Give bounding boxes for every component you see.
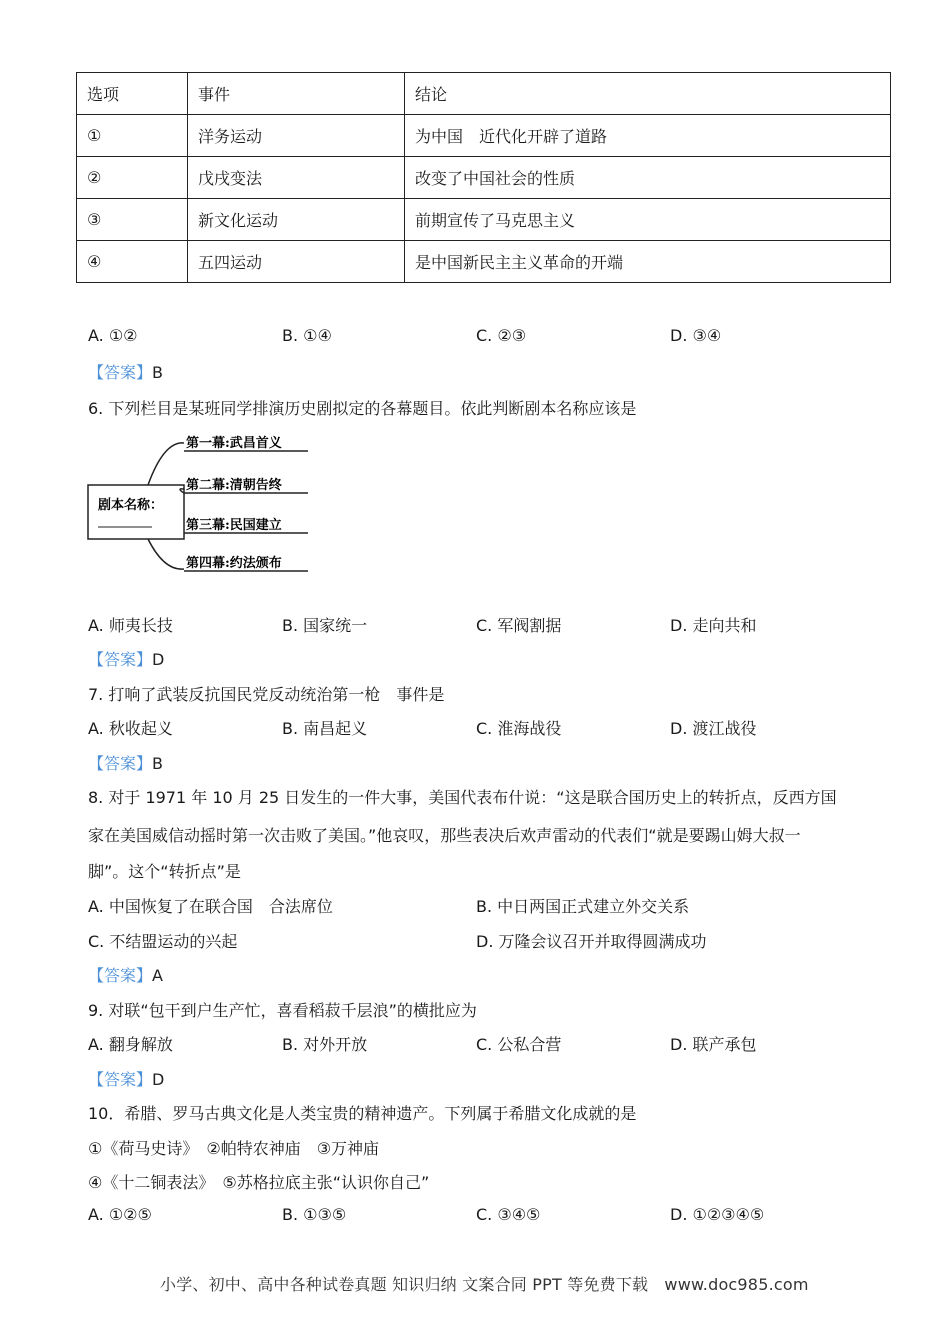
table-cell: 戊戌变法 (188, 157, 405, 199)
diagram-act-3: 第三幕:民国建立 (186, 518, 282, 533)
answer-value: A (152, 966, 163, 985)
table-cell: ③ (77, 199, 188, 241)
table-cell: ① (77, 115, 188, 157)
table-cell: 是中国新民主主义革命的开端 (405, 241, 891, 283)
table-cell: 五四运动 (188, 241, 405, 283)
q9-answer (88, 1067, 164, 1090)
q8-option-c: C. 不结盟运动的兴起 (88, 932, 238, 951)
table-row (77, 199, 891, 241)
q7-option-b: B. 南昌起义 (282, 719, 368, 738)
table-cell: 改变了中国社会的性质 (405, 157, 891, 199)
answer-value: D (152, 650, 165, 669)
q8-option-d: D. 万隆会议召开并取得圆满成功 (476, 932, 707, 951)
q7-option-d: D. 渡江战役 (670, 719, 757, 738)
q7-option-c: C. 淮海战役 (476, 719, 562, 738)
answer-value: D (152, 1070, 165, 1089)
diagram-act-1: 第一幕:武昌首义 (186, 436, 282, 451)
q10-option-b: B. ①③⑤ (282, 1205, 347, 1224)
q10-option-a: A. ①②⑤ (88, 1205, 152, 1224)
q8-stem-line-2: 家在美国威信动摇时第一次击败了美国。”他哀叹，那些表决后欢声雷动的代表们“就是要踢山姆大叔一 (88, 826, 801, 845)
answer-tag: 【答案】 (88, 754, 153, 773)
q10-stem: 10．希腊、罗马古典文化是人类宝贵的精神遗产。下列属于希腊文化成就的是 (88, 1104, 637, 1123)
answer-tag: 【答案】 (88, 650, 153, 669)
table-cell: 新文化运动 (188, 199, 405, 241)
answer-tag: 【答案】 (88, 1070, 153, 1089)
q6-option-b: B. 国家统一 (282, 616, 368, 635)
table-row (77, 157, 891, 199)
page-footer: 小学、初中、高中各种试卷真题 知识归纳 文案合同 PPT 等免费下载 www.doc985.com (160, 1275, 809, 1294)
q9-option-a: A. 翻身解放 (88, 1035, 173, 1054)
q8-stem-line-1: 8. 对于 1971 年 10 月 25 日发生的一件大事，美国代表布什说：“这是联合国历史上的转折点，反西方国 (88, 788, 837, 807)
table-header-cell: 事件 (188, 73, 405, 115)
q5-option-d: D. ③④ (670, 326, 722, 345)
q6-answer (88, 647, 164, 670)
q7-answer (88, 751, 163, 774)
q8-stem-line-3: 脚”。这个“转折点”是 (88, 862, 241, 881)
q10-option-c: C. ③④⑤ (476, 1205, 541, 1224)
q8-option-b: B. 中日两国正式建立外交关系 (476, 897, 690, 916)
script-title-diagram (86, 433, 311, 573)
diagram-box-label: 剧本名称： (98, 498, 164, 513)
answer-tag: 【答案】 (88, 363, 153, 382)
q8-option-a: A. 中国恢复了在联合国 合法席位 (88, 897, 333, 916)
diagram-act-4: 第四幕:约法颁布 (186, 556, 282, 571)
diagram-act-2: 第二幕:清朝告终 (186, 478, 282, 493)
q5-option-b: B. ①④ (282, 326, 332, 345)
answer-tag: 【答案】 (88, 966, 153, 985)
events-table (76, 72, 891, 283)
q10-items-line-1: ①《荷马史诗》 ②帕特农神庙 ③万神庙 (88, 1139, 380, 1158)
q9-option-c: C. 公私合营 (476, 1035, 562, 1054)
q6-option-c: C. 军阀割据 (476, 616, 562, 635)
table-row (77, 115, 891, 157)
q8-answer (88, 963, 163, 986)
q5-answer (88, 360, 163, 383)
table-cell: ② (77, 157, 188, 199)
table-header-row (77, 73, 891, 115)
q7-option-a: A. 秋收起义 (88, 719, 173, 738)
answer-value: B (152, 754, 163, 773)
table-header-cell: 选项 (77, 73, 188, 115)
q6-stem: 6. 下列栏目是某班同学排演历史剧拟定的各幕题目。依此判断剧本名称应该是 (88, 399, 637, 418)
q9-option-b: B. 对外开放 (282, 1035, 368, 1054)
q5-option-a: A. ①② (88, 326, 138, 345)
table-cell: ④ (77, 241, 188, 283)
q9-stem: 9. 对联“包干到户生产忙，喜看稻菽千层浪”的横批应为 (88, 1001, 477, 1020)
table-cell: 洋务运动 (188, 115, 405, 157)
q10-option-d: D. ①②③④⑤ (670, 1205, 765, 1224)
answer-value: B (152, 363, 163, 382)
table-cell: 前期宣传了马克思主义 (405, 199, 891, 241)
table-cell: 为中国 近代化开辟了道路 (405, 115, 891, 157)
table-header-cell: 结论 (405, 73, 891, 115)
q6-option-d: D. 走向共和 (670, 616, 757, 635)
q7-stem: 7. 打响了武装反抗国民党反动统治第一枪 事件是 (88, 685, 445, 704)
q6-option-a: A. 师夷长技 (88, 616, 173, 635)
q5-option-c: C. ②③ (476, 326, 527, 345)
q10-items-line-2: ④《十二铜表法》 ⑤苏格拉底主张“认识你自己” (88, 1173, 430, 1192)
table-row (77, 241, 891, 283)
q9-option-d: D. 联产承包 (670, 1035, 757, 1054)
